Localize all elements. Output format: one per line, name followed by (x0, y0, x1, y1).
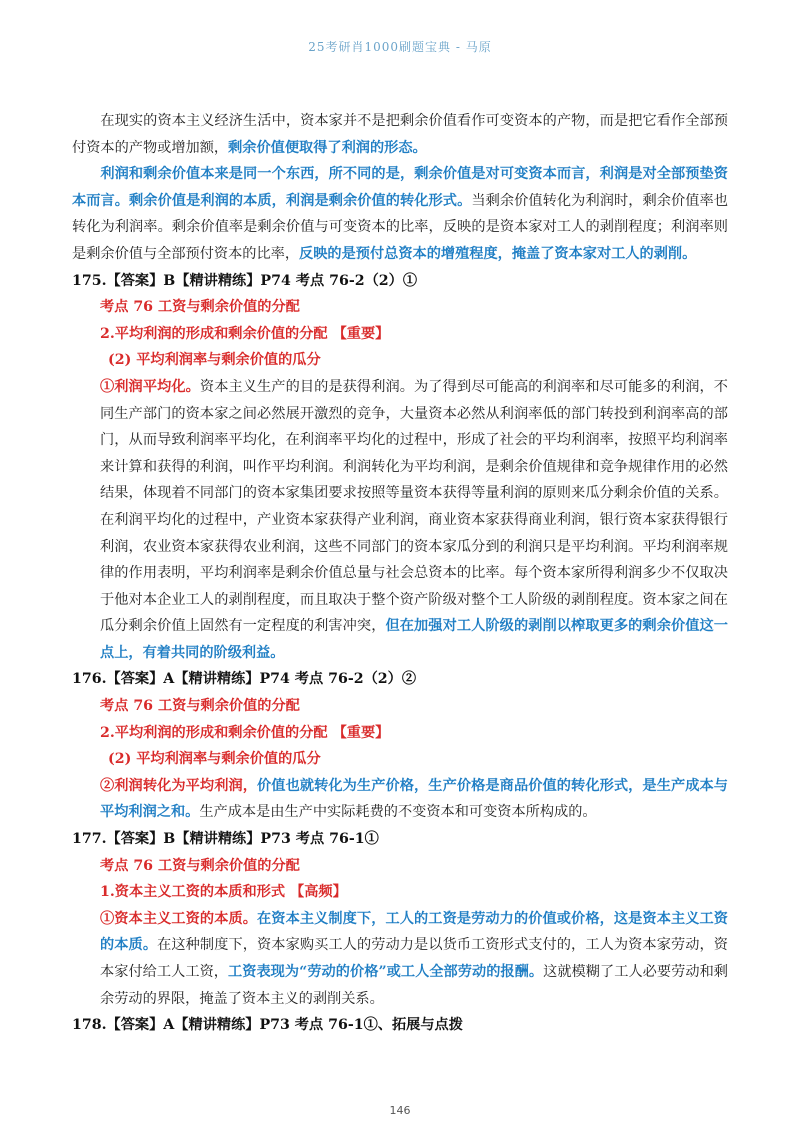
highlight-text: 剩余价值便取得了利润的形态。 (228, 139, 427, 156)
answer-178: 178.【答案】A【精讲精练】P73 考点 76-1①、拓展与点拨 (72, 1017, 463, 1034)
highlight-text: 工资表现为“劳动的价格”或工人全部劳动的报酬。 (228, 964, 544, 980)
text: 生产成本是由生产中实际耗费的不变资本和可变资本所构成的。 (199, 804, 597, 821)
highlight-text: 在资本主义制度下，工人的工资是劳动力的价值或价格，这是资本主义工资的本质。 (100, 910, 728, 954)
highlight-text: 价值也就转化为生产价格，生产价格是商品价值的转化形式，是生产成本与平均利润之和。 (100, 777, 728, 821)
explanation-175 (72, 374, 728, 667)
topic-heading: 考点 76 工资与剩余价值的分配 (100, 299, 300, 316)
section-heading: 1.资本主义工资的本质和形式 【高频】 (100, 884, 347, 901)
answer-177: 177.【答案】B【精讲精练】P73 考点 76-1① (72, 831, 379, 848)
lead-text: ①资本主义工资的本质。 (100, 910, 258, 927)
explanation-177 (72, 906, 728, 1012)
highlight-text: 利润和剩余价值本来是同一个东西，所不同的是，剩余价值是对可变资本而言，利润是对全部预垫资本而言。剩余价值是利润的本质，利润是剩余价值的转化形式。 (72, 166, 728, 209)
paragraph-profit-form (72, 108, 728, 161)
section-heading: 2.平均利润的形成和剩余价值的分配 【重要】 (100, 325, 390, 342)
answer-175: 175.【答案】B【精讲精练】P74 考点 76-2（2）① (72, 272, 418, 289)
text: 在现实的资本主义经济生活中，资本家并不是把剩余价值看作可变资本的产物，而是把它看作全部预付资本的产物或增加额， (72, 113, 728, 156)
explanation-176 (72, 773, 728, 826)
highlight-text: 但在加强对工人阶级的剥削以榨取更多的剩余价值这一点上，有着共同的阶级利益。 (100, 618, 728, 661)
text: 在这种制度下，资本家购买工人的劳动力是以货币工资形式支付的，工人为资本家劳动，资本家付给工人工资， (100, 937, 728, 980)
topic-heading: 考点 76 工资与剩余价值的分配 (100, 857, 300, 874)
paragraph-profit-surplus (72, 161, 728, 267)
answer-176: 176.【答案】A【精讲精练】P74 考点 76-2（2）② (72, 671, 417, 688)
section-heading: 2.平均利润的形成和剩余价值的分配 【重要】 (100, 724, 390, 741)
text: 这就模糊了工人必要劳动和剩余劳动的界限，掩盖了资本主义的剥削关系。 (100, 964, 728, 1007)
lead-text: ②利润转化为平均利润， (100, 777, 258, 794)
lead-text: ①利润平均化。 (100, 378, 200, 395)
highlight-text: 反映的是预付总资本的增殖程度，掩盖了资本家对工人的剥削。 (299, 245, 697, 262)
page-header: 25考研肖1000刷题宝典 - 马原 (308, 40, 492, 54)
page-content (72, 108, 728, 1039)
subsection-heading: (2) 平均利润率与剩余价值的瓜分 (108, 751, 321, 768)
text: 资本主义生产的目的是获得利润。为了得到尽可能高的利润率和尽可能多的利润，不同生产部门的资本家之间必然展开激烈的竞争，大量资本必然从利润率低的部门转投到利润率高的部门，从而导致利润率平均化，在利润率平均化的过程中，形成了社会的平均利润率，按照平均利润率来计算和获得的利润，叫作平均利润。利润转化为平均利润，是剩余价值规律和竞争规律作用的必然结果，体现着不同部门的资本家集团要求按照等量资本获得等量利润的原则来瓜分剩余价值的关系。在利润平均化的过程中，产业资本家获得产业利润，商业资本家获得商业利润，银行资本家获得银行利润，农业资本家获得农业利润，这些不同部门的资本家瓜分到的利润只是平均利润。平均利润率规律的作用表明，平均利润率是剩余价值总量与社会总资本的比率。每个资本家所得利润多少不仅取决于他对本企业工人的剥削程度，而且取决于整个资产阶级对整个工人阶级的剥削程度。资本家之间在瓜分剩余价值上固然有一定程度的利害冲突， (100, 378, 728, 635)
page-number: 146 (389, 1104, 411, 1117)
topic-heading: 考点 76 工资与剩余价值的分配 (100, 698, 300, 715)
text: 当剩余价值转化为利润时，剩余价值率也转化为利润率。剩余价值率是剩余价值与可变资本的比率，反映的是资本家对工人的剥削程度；利润率则是剩余价值与全部预付资本的比率， (72, 192, 728, 262)
subsection-heading: (2) 平均利润率与剩余价值的瓜分 (108, 352, 321, 369)
